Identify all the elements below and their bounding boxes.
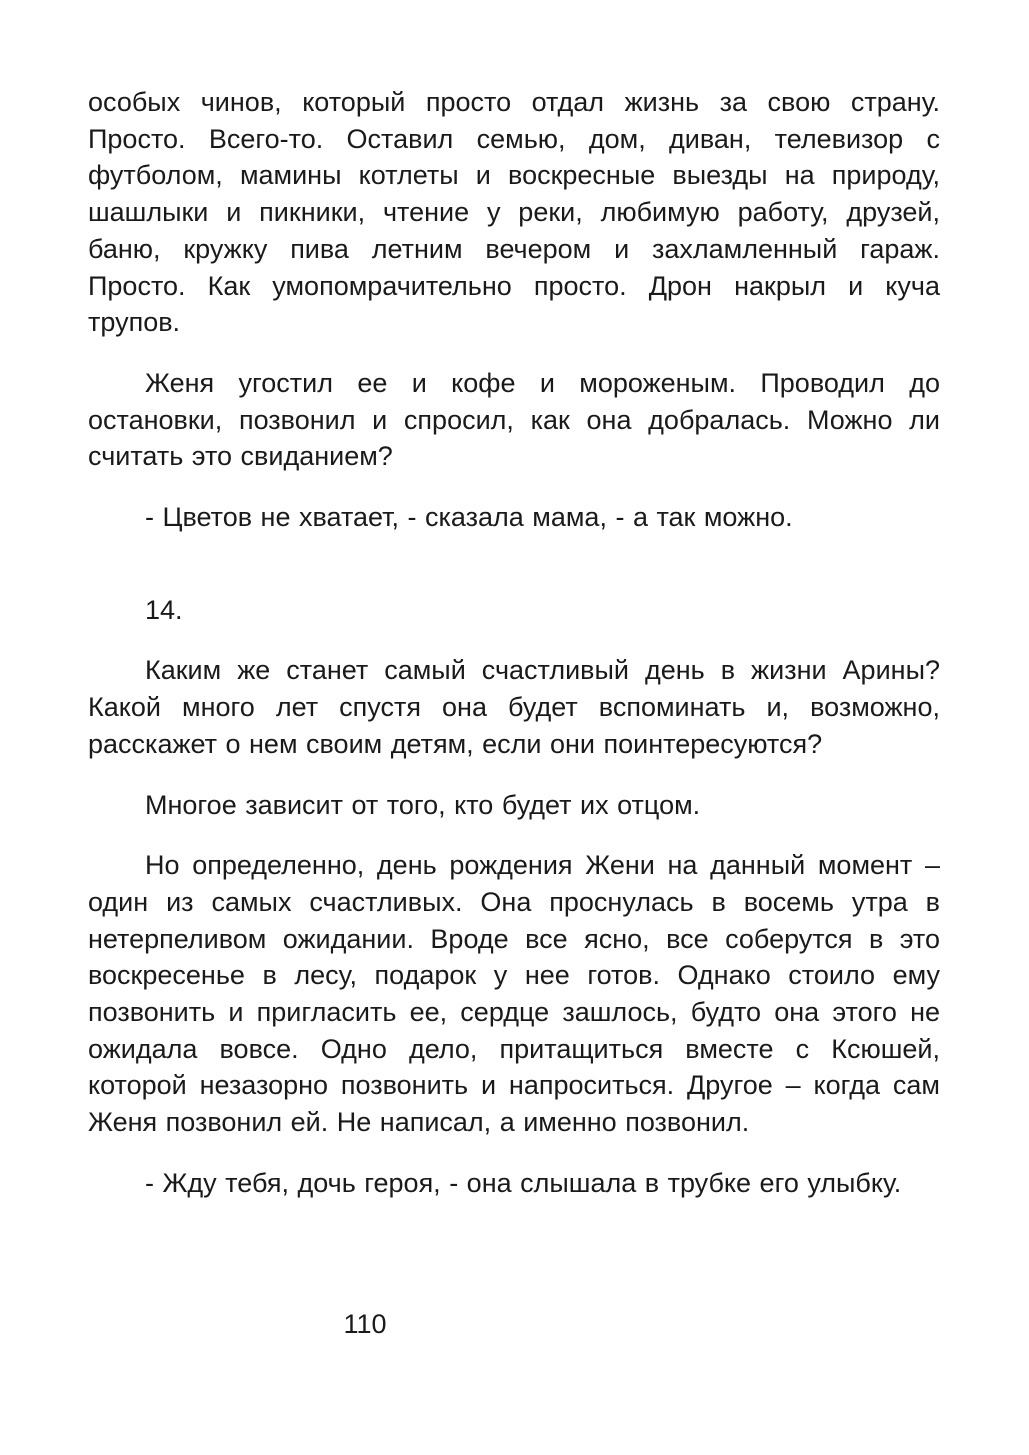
paragraph: Каким же станет самый счастливый день в жизни Арины? Какой много лет спустя она будет вспоминать и, возможно, расскажет о нем своим детям, если они поинтересуются? — [88, 655, 940, 759]
dialogue-line: - Цветов не хватает, - сказала мама, - а так можно. — [145, 502, 793, 533]
paragraph-continuation: особых чинов, который просто отдал жизнь за свою страну. Просто. Всего-то. Оставил семью, дом, диван, телевизор с футболом, мамины котлеты и воскресные выезды на природу, шашлыки и пикники, чтение у реки, любимую работу, друзей, баню, кружку пива летним вечером и захламленный гараж. Просто. Как умопомрачительно просто. Дрон накрыл и куча трупов. — [88, 87, 940, 338]
paragraph: Многое зависит от того, кто будет их отцом. — [145, 789, 701, 820]
paragraph: Но определенно, день рождения Жени на данный момент – один из самых счастливых. Она проснулась в восемь утра в нетерпеливом ожидании. Вроде все ясно, все соберутся в это воскресенье в лесу, подарок у нее готов. Однако стоило ему позвонить и пригласить ее, сердце зашлось, будто она этого не ожидала вовсе. Одно дело, притащиться вместе с Ксюшей, которой незазорно позвонить и напроситься. Другое – когда сам Женя позвонил ей. Не написал, а именно позвонил. — [88, 850, 940, 1138]
paragraph: Женя угостил ее и кофе и мороженым. Проводил до остановки, позвонил и спросил, как она добралась. Можно ли считать это свиданием? — [88, 367, 940, 472]
dialogue-line: - Жду тебя, дочь героя, - она слышала в трубке его улыбку. — [145, 1167, 902, 1198]
section-heading: 14. — [145, 594, 183, 625]
page-number: 110 — [343, 1309, 387, 1339]
page-text-block — [88, 84, 940, 1226]
